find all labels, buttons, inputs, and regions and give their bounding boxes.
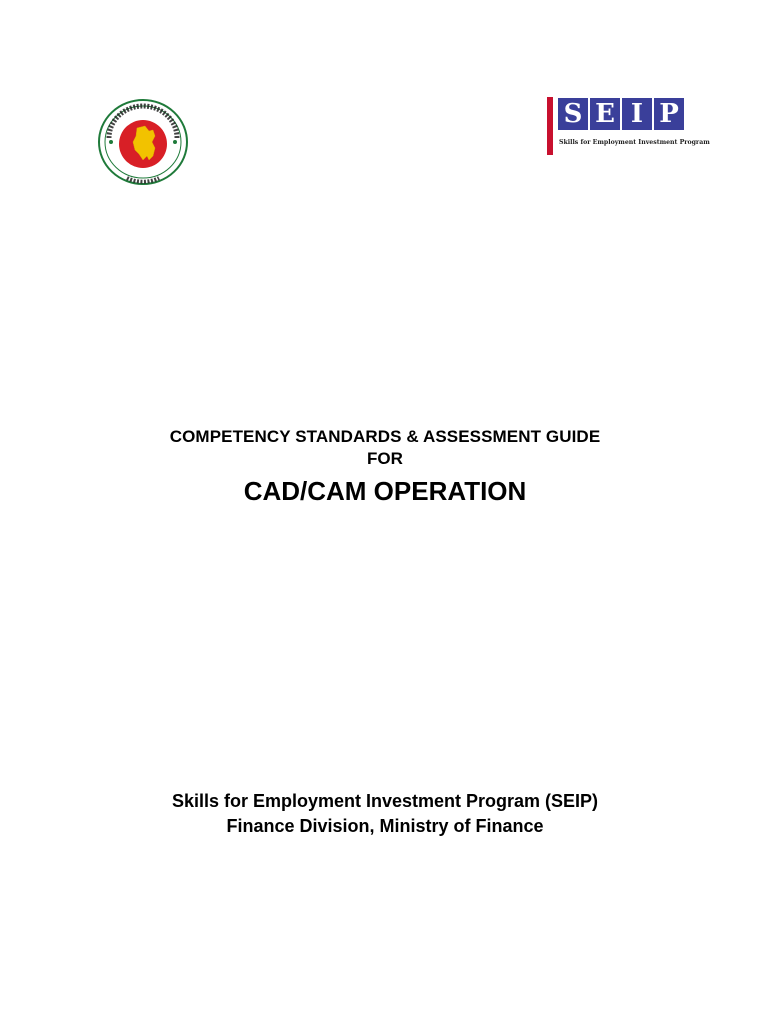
seip-logo-bar [547,97,553,155]
seip-letter-e: E [590,98,620,130]
seip-logo [547,97,710,155]
document-title-block [0,426,770,507]
title-line-2: FOR [367,449,403,468]
seip-logo-letters [558,98,684,130]
document-title: CAD/CAM OPERATION [243,476,527,506]
title-line-1: COMPETENCY STANDARDS & ASSESSMENT GUIDE [169,427,601,446]
publisher-block [0,789,770,839]
program-name: Skills for Employment Investment Program (SEIP) [171,791,599,811]
seip-letter-p: P [654,98,684,130]
seip-letter-i: I [622,98,652,130]
government-seal-icon [97,98,189,186]
seip-letter-s: S [558,98,588,130]
seip-logo-tagline: Skills for Employment Investment Program [559,139,710,146]
division-name: Finance Division, Ministry of Finance [226,816,544,836]
